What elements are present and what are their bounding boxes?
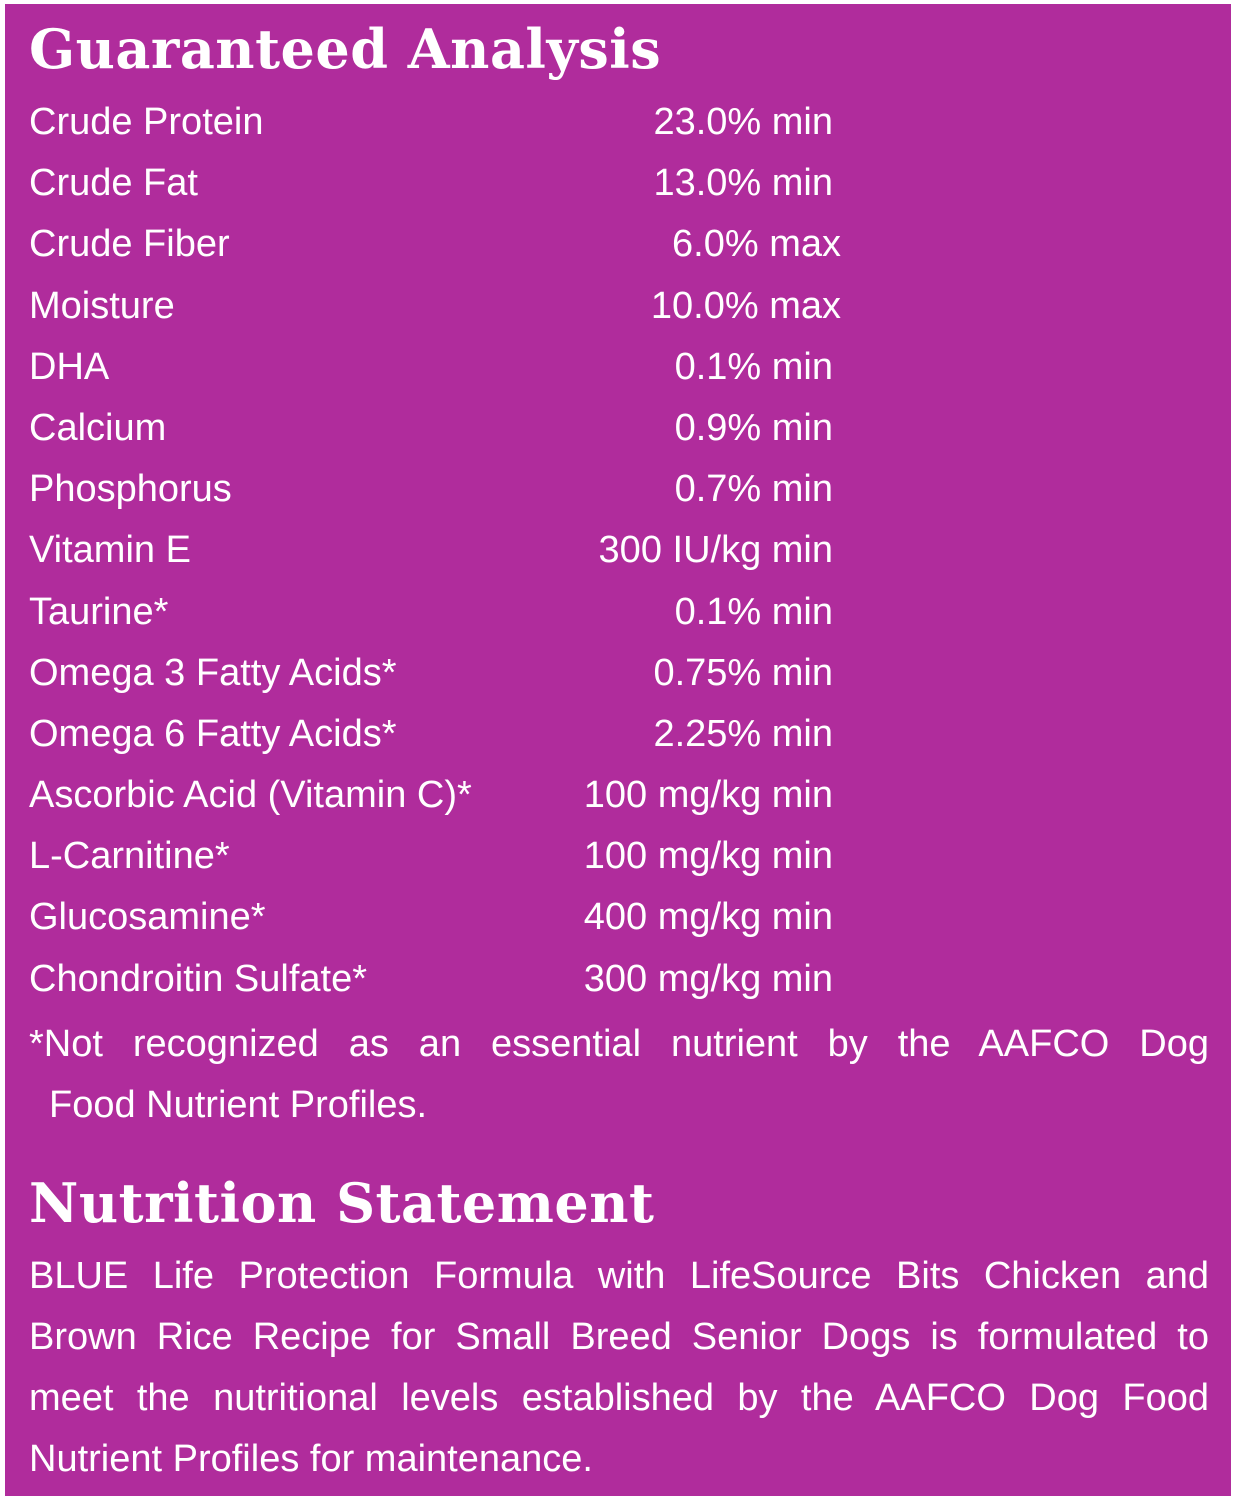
label-panel [5,4,1231,1496]
nutrient-label: Taurine* [29,590,169,633]
nutrient-value: 23.0% min [653,101,833,143]
nutrient-value: 13.0% min [653,162,833,205]
analysis-row [29,459,1209,520]
footnote-line-1: *Not recognized as an essential nutrient by the AAFCO Dog [29,1023,1209,1065]
analysis-footnote [29,1014,1209,1136]
nutrient-label: Crude Fiber [29,223,230,266]
nutrient-value: 100 mg/kg min [583,774,833,817]
analysis-table [29,92,1209,1010]
nutrient-value: 0.1% min [674,345,833,388]
nutrient-label: Glucosamine* [29,896,266,939]
nutrient-label: Omega 6 Fatty Acids* [29,712,397,755]
nutrient-label: L-Carnitine* [29,835,230,878]
analysis-row [29,153,1209,214]
analysis-row [29,398,1209,459]
analysis-row [29,949,1209,1010]
nutrient-label: Crude Fat [29,162,198,205]
nutrient-value: 0.7% min [674,468,833,511]
nutrient-value: 10.0% max [650,284,841,327]
footnote-line-2: Food Nutrient Profiles. [49,1084,428,1126]
nutrient-label: DHA [29,345,110,388]
nutrient-value: 0.75% min [653,651,833,694]
nutrient-value: 0.1% min [674,590,833,633]
nutrition-statement-title: Nutrition Statement [29,1171,655,1235]
analysis-row [29,520,1209,581]
analysis-row [29,582,1209,643]
guaranteed-analysis-title: Guaranteed Analysis [29,17,662,81]
nutrient-value: 400 mg/kg min [583,896,833,939]
nutrient-value: 300 mg/kg min [583,957,833,1000]
nutrient-value: 100 mg/kg min [583,835,833,878]
nutrient-label: Omega 3 Fatty Acids* [29,651,397,694]
nutrient-value: 0.9% min [674,406,833,449]
nutrient-label: Vitamin E [29,529,191,572]
analysis-row [29,214,1209,275]
analysis-row [29,765,1209,826]
nutrient-label: Phosphorus [29,468,232,511]
nutrient-label: Calcium [29,406,167,449]
nutrient-label: Chondroitin Sulfate* [29,957,367,1000]
nutrient-label: Ascorbic Acid (Vitamin C)* [29,774,472,817]
analysis-row [29,826,1209,887]
analysis-row [29,92,1209,153]
nutrition-statement-text: BLUE Life Protection Formula with LifeSource Bits Chicken and Brown Rice Recipe for Small Breed Senior Dogs is formulated to meet the nutritional levels established by the AAFCO Dog Food Nutrient Profiles for maintenance. [29,1255,1209,1480]
analysis-row [29,643,1209,704]
analysis-row [29,887,1209,948]
nutrient-label: Crude Protein [29,101,264,143]
nutrient-value: 300 IU/kg min [598,529,833,572]
nutrient-value: 6.0% max [672,223,841,266]
analysis-row [29,276,1209,337]
analysis-row [29,337,1209,398]
analysis-row [29,704,1209,765]
nutrient-value: 2.25% min [653,712,833,755]
nutrient-label: Moisture [29,284,175,327]
